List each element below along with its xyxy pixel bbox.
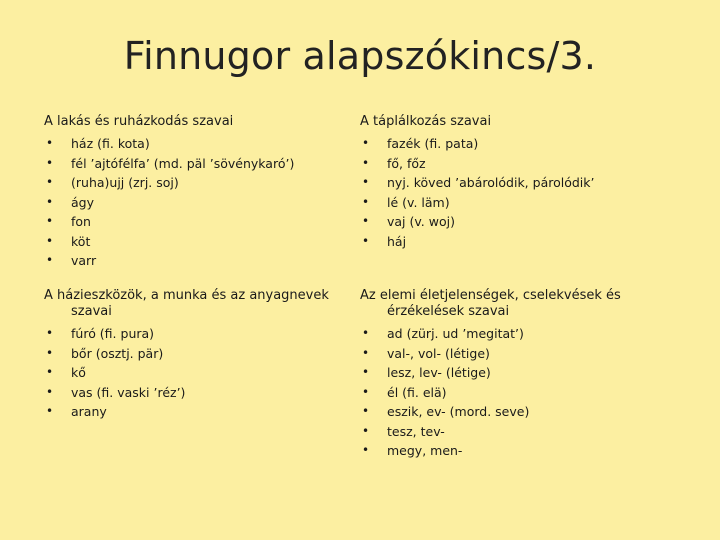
word-list — [44, 324, 364, 422]
bullet-icon: • — [46, 136, 54, 150]
list-item-text: fon — [71, 214, 91, 229]
list-item-text: fél ’ajtófélfa’ (md. päl ’sövénykaró’) — [71, 155, 295, 171]
section-tools-work-materials — [44, 288, 364, 422]
list-item-text: fazék (fi. pata) — [387, 136, 479, 151]
section-heading: A házieszközök, a munka és az anyagnevek szavai — [44, 288, 329, 319]
list-item — [360, 154, 680, 174]
section-housing-clothing — [44, 114, 364, 271]
list-item — [360, 363, 680, 383]
list-item — [360, 441, 680, 461]
bullet-icon: • — [46, 345, 54, 360]
list-item-text: bőr (osztj. pär) — [71, 345, 164, 361]
section-food — [360, 114, 680, 251]
bullet-icon: • — [362, 326, 370, 340]
list-item-text: lé (v. läm) — [387, 194, 450, 210]
bullet-icon: • — [362, 155, 370, 170]
list-item — [44, 134, 364, 154]
list-item-text: eszik, ev- (mord. seve) — [387, 404, 530, 419]
list-item — [360, 402, 680, 422]
list-item — [44, 212, 364, 232]
bullet-icon: • — [46, 253, 54, 267]
list-item-text: nyj. köved ’abárolódik, párolódik’ — [387, 175, 595, 190]
bullet-icon: • — [362, 214, 370, 228]
section-life-actions-senses — [360, 288, 680, 461]
bullet-icon: • — [362, 443, 370, 457]
list-item — [44, 232, 364, 252]
list-item — [360, 173, 680, 193]
list-item-text: tesz, tev- — [387, 423, 445, 439]
list-item-text: ház (fi. kota) — [71, 136, 150, 151]
list-item-text: (ruha)ujj (zrj. soj) — [71, 175, 179, 190]
section-heading: A táplálkozás szavai — [360, 114, 492, 129]
list-item — [360, 193, 680, 213]
list-item — [360, 344, 680, 364]
list-item-text: val-, vol- (létige) — [387, 345, 490, 361]
section-heading: Az elemi életjelenségek, cselekvések és érzékelések szavai — [360, 288, 621, 319]
bullet-icon: • — [46, 214, 54, 228]
list-item — [44, 324, 364, 344]
bullet-icon: • — [46, 194, 54, 209]
list-item — [360, 212, 680, 232]
list-item — [360, 134, 680, 154]
list-item — [44, 344, 364, 364]
bullet-icon: • — [46, 404, 54, 418]
list-item-text: lesz, lev- (létige) — [387, 365, 491, 380]
bullet-icon: • — [362, 423, 370, 438]
list-item-text: varr — [71, 253, 97, 268]
bullet-icon: • — [46, 155, 54, 170]
list-item — [360, 232, 680, 252]
bullet-icon: • — [46, 233, 54, 248]
bullet-icon: • — [362, 384, 370, 399]
list-item — [44, 383, 364, 403]
list-item — [44, 402, 364, 422]
list-item — [360, 383, 680, 403]
list-item-text: él (fi. elä) — [387, 384, 447, 400]
bullet-icon: • — [362, 345, 370, 360]
bullet-icon: • — [362, 233, 370, 248]
word-list — [360, 324, 680, 461]
list-item — [44, 363, 364, 383]
list-item-text: fő, főz — [387, 155, 426, 171]
list-item-text: vas (fi. vaski ’réz’) — [71, 384, 186, 400]
list-item-text: ad (zürj. ud ’megitat’) — [387, 326, 524, 341]
word-list — [360, 134, 680, 251]
bullet-icon: • — [46, 365, 54, 379]
bullet-icon: • — [46, 326, 54, 340]
list-item — [360, 422, 680, 442]
list-item-text: arany — [71, 404, 107, 419]
slide-title: Finnugor alapszókincs/3. — [123, 34, 597, 78]
list-item-text: kő — [71, 365, 86, 380]
bullet-icon: • — [362, 136, 370, 150]
bullet-icon: • — [46, 384, 54, 399]
list-item — [44, 251, 364, 271]
list-item-text: vaj (v. woj) — [387, 214, 455, 229]
list-item-text: megy, men- — [387, 443, 463, 458]
list-item-text: háj — [387, 233, 407, 249]
bullet-icon: • — [362, 175, 370, 189]
bullet-icon: • — [362, 404, 370, 418]
list-item-text: ágy — [71, 194, 94, 210]
bullet-icon: • — [46, 175, 54, 189]
list-item — [44, 154, 364, 174]
list-item-text: fúró (fi. pura) — [71, 326, 155, 341]
bullet-icon: • — [362, 194, 370, 209]
list-item — [44, 193, 364, 213]
bullet-icon: • — [362, 365, 370, 379]
list-item — [360, 324, 680, 344]
list-item — [44, 173, 364, 193]
list-item-text: köt — [71, 233, 91, 249]
word-list — [44, 134, 364, 271]
section-heading: A lakás és ruházkodás szavai — [44, 114, 234, 129]
